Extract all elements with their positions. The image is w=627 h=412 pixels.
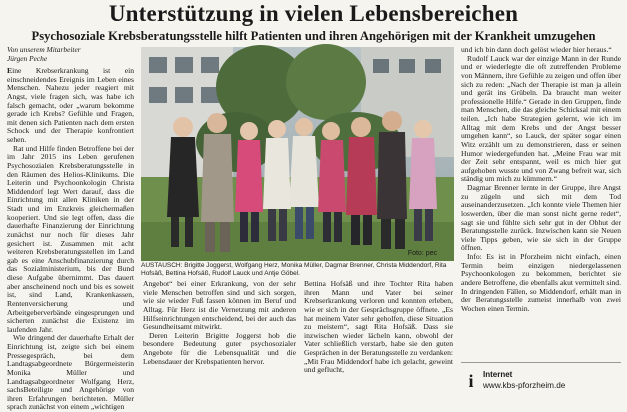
photo-credit: Foto: pec (407, 250, 437, 257)
column-3-bottom (304, 280, 453, 398)
info-label: Internet (483, 370, 513, 379)
paragraph: Bettina Hofsäß und ihre Tochter Rita haben ihren Mann und Vater bei seiner Krebserkrankung verloren und konnten erleben, wie er sich in der Gesprächsgruppe öffnete. „Es hat meinem Vater sehr geholfen, diese Situation zu meistern“, sagt Rita Hofsäß. Dass sie inzwischen wieder lächeln kann, obwohl der Vater schließlich verstarb, habe sie den guten Gesprächen in der Beratungsstelle zu verdanken: „Mit Frau Middendorf habe ich gelacht, geweint und geflucht, (304, 279, 453, 375)
info-url-link[interactable]: www.kbs-pforzheim.de (483, 381, 566, 390)
paragraph: Deren Leiterin Brigitte Joggerst hob die besondere Bedeutung guter psychosozialer Angebote für die Lebensqualität und die Lebensdauer der Krebspatienten hervor. (143, 330, 296, 366)
byline-author: Jürgen Peche (7, 53, 48, 63)
paragraph: Wie dringend der dauerhafte Erhalt der Einrichtung ist, zeigte sich bei einem Pressegespräch, bei dem Landtagsabgeordnete Bürgermeisterin Monika Müller und Landtagsabgeordneter Wolfgang Herz, sachsBeteiligte und Angehörige von ihren Erfahrungen berichteten. Müller sprach zunächst von einem „wichtigen (7, 333, 134, 412)
article-headline: Unterstützung in vielen Lebensbereichen (108, 1, 519, 26)
paragraph: Rudolf Lauck war der einzige Mann in der Runde und er wiederlegte die oft zutreffenden Probleme von Männern, ihre Gefühle zu zeigen und offen über sich zu reden: „Nach der Therapie ist man ja allein und gerät ins Grübeln. Da braucht man weiter professionelle Hilfe.“ Gerade in den Gruppen, finde man Menschen, die das gleiche Schicksal mit einem teilen. „Ich habe Strategien gelernt, wie ich im Alltag mit dem Krebs und der Angst besser umgehen kann“, so Lauck, der später sogar einen Witz erzählt um zu demonstrieren, dass er seinen Humor wiedergefunden hat. „Meine Frau war mit der Zeit sehr entspannt, weil es mich hier gut aufgehoben wusste und von Zwang befreit war, sich ständig um mich zu kümmern.“ (461, 53, 621, 184)
article-subheadline: Psychosoziale Krebsberatungsstelle hilft Patienten und ihren Angehörigen mit der Krankheit umzugehen (31, 29, 596, 43)
column-4 (461, 46, 621, 359)
photo-caption: AUSTAUSCH: Brigitte Joggerst, Wolfgang Herz, Monika Müller, Dagmar Brenner, Christa Middendorf, Rita Hofsäß, Bettina Hofsäß, Rudolf Lauck und Antje Göbel. (141, 262, 447, 278)
paragraph: Info: Es ist in Pforzheim nicht einfach, einen Termin beim einzigen niedergelassenen Psychoonkologen zu bekommen, berichtet sie andere Betroffene, die ebenfalls akut vermittelt sind. In dringenden Fällen, so Middendorf, erhält man in der Beratungsstelle zumeist innerhalb von zwei Wochen einen Termin. (461, 252, 621, 313)
column-2-bottom (143, 280, 296, 398)
info-box (461, 362, 621, 399)
article-photo (141, 47, 454, 261)
paragraph: und ich bin dann doch gelöst wieder hier heraus.“ (461, 45, 612, 54)
byline (7, 46, 137, 63)
column-1 (7, 66, 134, 412)
byline-line-1: Von unserem Mitarbeiter (7, 45, 81, 54)
paragraph: Dagmar Brenner lernte in der Gruppe, ihre Angst zu zügeln und sich mit dem Tod auseinanderzusetzen. „Ich konnte viele Themen hier loswerden, über die man sonst nicht gerne redet“, sagt sie und fühlte sich sehr gut in der Obhut der Beratungsstelle zurück. Inzwischen kann sie Neuen viele Tipps geben, wie sie sich in der Gruppe öffnen. (461, 183, 621, 253)
info-icon: i (468, 371, 474, 391)
paragraph: Eine Krebserkrankung ist ein einschneidendes Ereignis im Leben eines Menschen. Nahezu jeder reagiert mit Angst, viele fragen sich, was habe ich falsch gemacht, oder „warum bekomme gerade ich Krebs? Gefühle und Fragen, mit denen sich Patienten nach dem ersten Schock und der Therapie konfrontiert sehen. (7, 66, 134, 144)
paragraph: Angebot“ bei einer Erkrankung, von der sehr viele Menschen betroffen sind und sich sorgen, wie sie wieder Fuß fassen können im Beruf und Alltag. Für Herz ist die Vernetzung mit anderen Hilfseinrichtungen entscheidend, bei der auch das Gesundheitsamt mitwirkt. (143, 279, 296, 332)
paragraph: Rat und Hilfe finden Betroffene bei der im Jahr 2015 ins Leben gerufenen Psychosozialen Krebsberatungsstelle in den Räumen des Helios-Klinikums. Die Leiterin und Psychoonkologin Christa Middendorf legt Wert darauf, dass die Einrichtung mit allen Kliniken in der Stadt und im Enzkreis gleichermaßen kooperiert. Und sie legt offen, dass die dauerhafte Finanzierung der Einrichtung zunächst nur noch für dieses Jahr gesichert ist. Zusammen mit acht weiteren Krebsberatungsstellen im Land gab es eine Anschubfinanzierung durch das Sozialministerium, bis der Bund diese Aufgabe übernimmt. Das dauert aber anscheinend noch und bis es soweit ist, sind Land, Krankenkassen, Rentenversicherung und Arbeitgeberverbände eingesprungen und sicherten zunächst die Existenz im laufenden Jahr. (7, 143, 134, 334)
group-photo-illustration (141, 47, 454, 261)
